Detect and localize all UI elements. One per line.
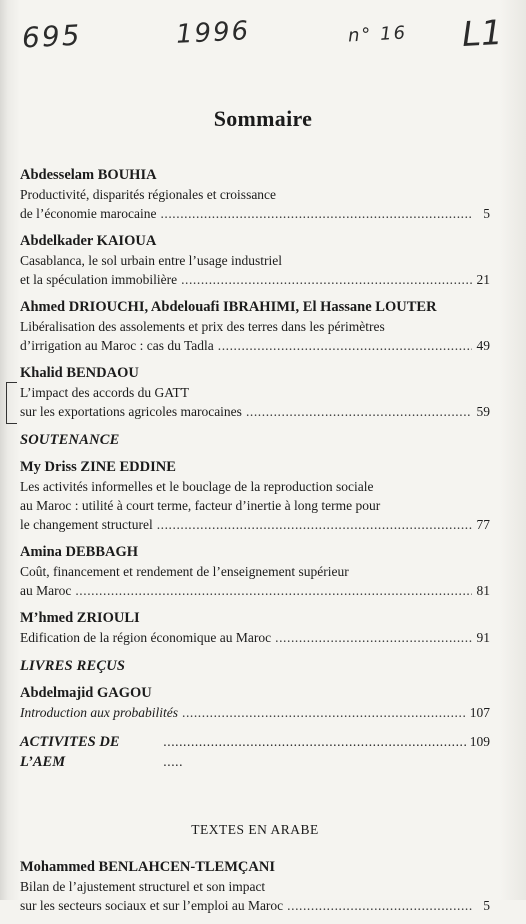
entry-line (20, 251, 490, 270)
entry-title-line: Libéralisation des assolements et prix des terres dans les périmètres (20, 319, 385, 334)
toc-entry (20, 543, 490, 600)
page-number: 5 (483, 206, 490, 221)
entry-title-line: Productivité, disparités régionales et croissance (20, 187, 277, 202)
entry-author: Abdesselam BOUHIA (20, 167, 157, 183)
entry-title: Introduction aux probabilités (20, 705, 178, 720)
entry-author: M’hmed ZRIOULI (20, 610, 140, 626)
entry-author: Abdelkader KAIOUA (20, 233, 157, 249)
entry-title-line: au Maroc (20, 583, 72, 598)
dot-leader (182, 703, 466, 722)
page-number: 77 (476, 517, 490, 532)
entry-title-line: Coût, financement et rendement de l’enseignement supérieur (20, 564, 349, 579)
entry-author: Abdelmajid GAGOU (20, 685, 152, 701)
entry-author: Ahmed DRIOUCHI, Abdelouafi IBRAHIMI, El Hassane LOUTER (20, 299, 437, 315)
margin-bracket-mark (6, 382, 17, 424)
dot-leader (275, 628, 472, 647)
entry-author: Mohammed BENLAHCEN-TLEMÇANI (20, 859, 275, 875)
toc-part-2 (20, 458, 490, 647)
entry-line (20, 336, 490, 355)
section-heading-aem (20, 732, 490, 772)
toc-part-1 (20, 166, 490, 421)
page-number: 91 (476, 630, 490, 645)
dot-leader (160, 204, 472, 223)
entry-title-line: Bilan de l’ajustement structurel et son impact (20, 879, 266, 894)
entry-author: Amina DEBBAGH (20, 544, 139, 560)
entry-line (20, 270, 490, 289)
handwritten-issue: n° 16 (347, 22, 408, 47)
dot-leader (287, 896, 472, 915)
entry-line (20, 581, 490, 600)
entry-title-line: sur les exportations agricoles marocaines (20, 404, 242, 419)
entry-title-line: le changement structurel (20, 517, 153, 532)
dot-leader (181, 270, 472, 289)
handwritten-annotation (0, 14, 526, 58)
entry-title-line: Les activités informelles et le bouclage de la reproduction sociale (20, 479, 374, 494)
entry-line (20, 877, 490, 896)
entry-line (20, 204, 490, 223)
dot-leader (218, 336, 472, 355)
dot-leader (75, 581, 472, 600)
toc-entry (20, 858, 490, 915)
page-number: 59 (476, 404, 490, 419)
toc-entry (20, 609, 490, 647)
toc-entry (20, 232, 490, 289)
dot-leader (246, 402, 472, 421)
entry-title-line: d’irrigation au Maroc : cas du Tadla (20, 338, 214, 353)
entry-author: My Driss ZINE EDDINE (20, 459, 176, 475)
handwritten-number: 695 (21, 18, 83, 55)
section-label: ACTIVITES DE L’AEM (20, 734, 120, 770)
entry-line (20, 562, 490, 581)
dot-leader (163, 732, 465, 772)
toc-entry (20, 684, 490, 722)
entry-line (20, 896, 490, 915)
page-number: 21 (476, 272, 490, 287)
page-number: 109 (469, 734, 490, 749)
entry-line (20, 402, 490, 421)
toc-entry (20, 364, 490, 421)
section-heading-arabic: TEXTES EN ARABE (191, 822, 319, 837)
page-number: 49 (476, 338, 490, 353)
section-heading-livres: LIVRES REÇUS (20, 658, 126, 674)
entry-title-line: et la spéculation immobilière (20, 272, 178, 287)
entry-author: Khalid BENDAOU (20, 365, 139, 381)
page-number: 81 (476, 583, 490, 598)
toc-entry (20, 166, 490, 223)
entry-line (20, 477, 490, 496)
page-number: 5 (483, 898, 490, 913)
dot-leader (157, 515, 472, 534)
entry-line (20, 628, 490, 647)
toc-part-3 (20, 858, 490, 915)
toc-entry (20, 298, 490, 355)
entry-title-line: au Maroc : utilité à court terme, facteur d’inertie à long terme pour (20, 498, 381, 513)
entry-title-line: de l’économie marocaine (20, 206, 157, 221)
entry-title-line: L’impact des accords du GATT (20, 385, 189, 400)
table-of-contents (20, 166, 490, 924)
toc-entry (20, 458, 490, 534)
page-title: Sommaire (213, 106, 313, 131)
entry-title-line: Casablanca, le sol urbain entre l’usage industriel (20, 253, 283, 268)
handwritten-code: L1 (460, 12, 504, 56)
entry-line (20, 185, 490, 204)
section-heading-soutenance: SOUTENANCE (20, 432, 120, 448)
entry-line (20, 496, 490, 515)
entry-line (20, 515, 490, 534)
entry-title-line: Edification de la région économique au Maroc (20, 630, 272, 645)
entry-title-line: sur les secteurs sociaux et sur l’emploi au Maroc (20, 898, 284, 913)
entry-line (20, 383, 490, 402)
page-number: 107 (469, 705, 490, 720)
entry-line (20, 703, 490, 722)
entry-line (20, 317, 490, 336)
handwritten-year: 1996 (175, 16, 251, 50)
